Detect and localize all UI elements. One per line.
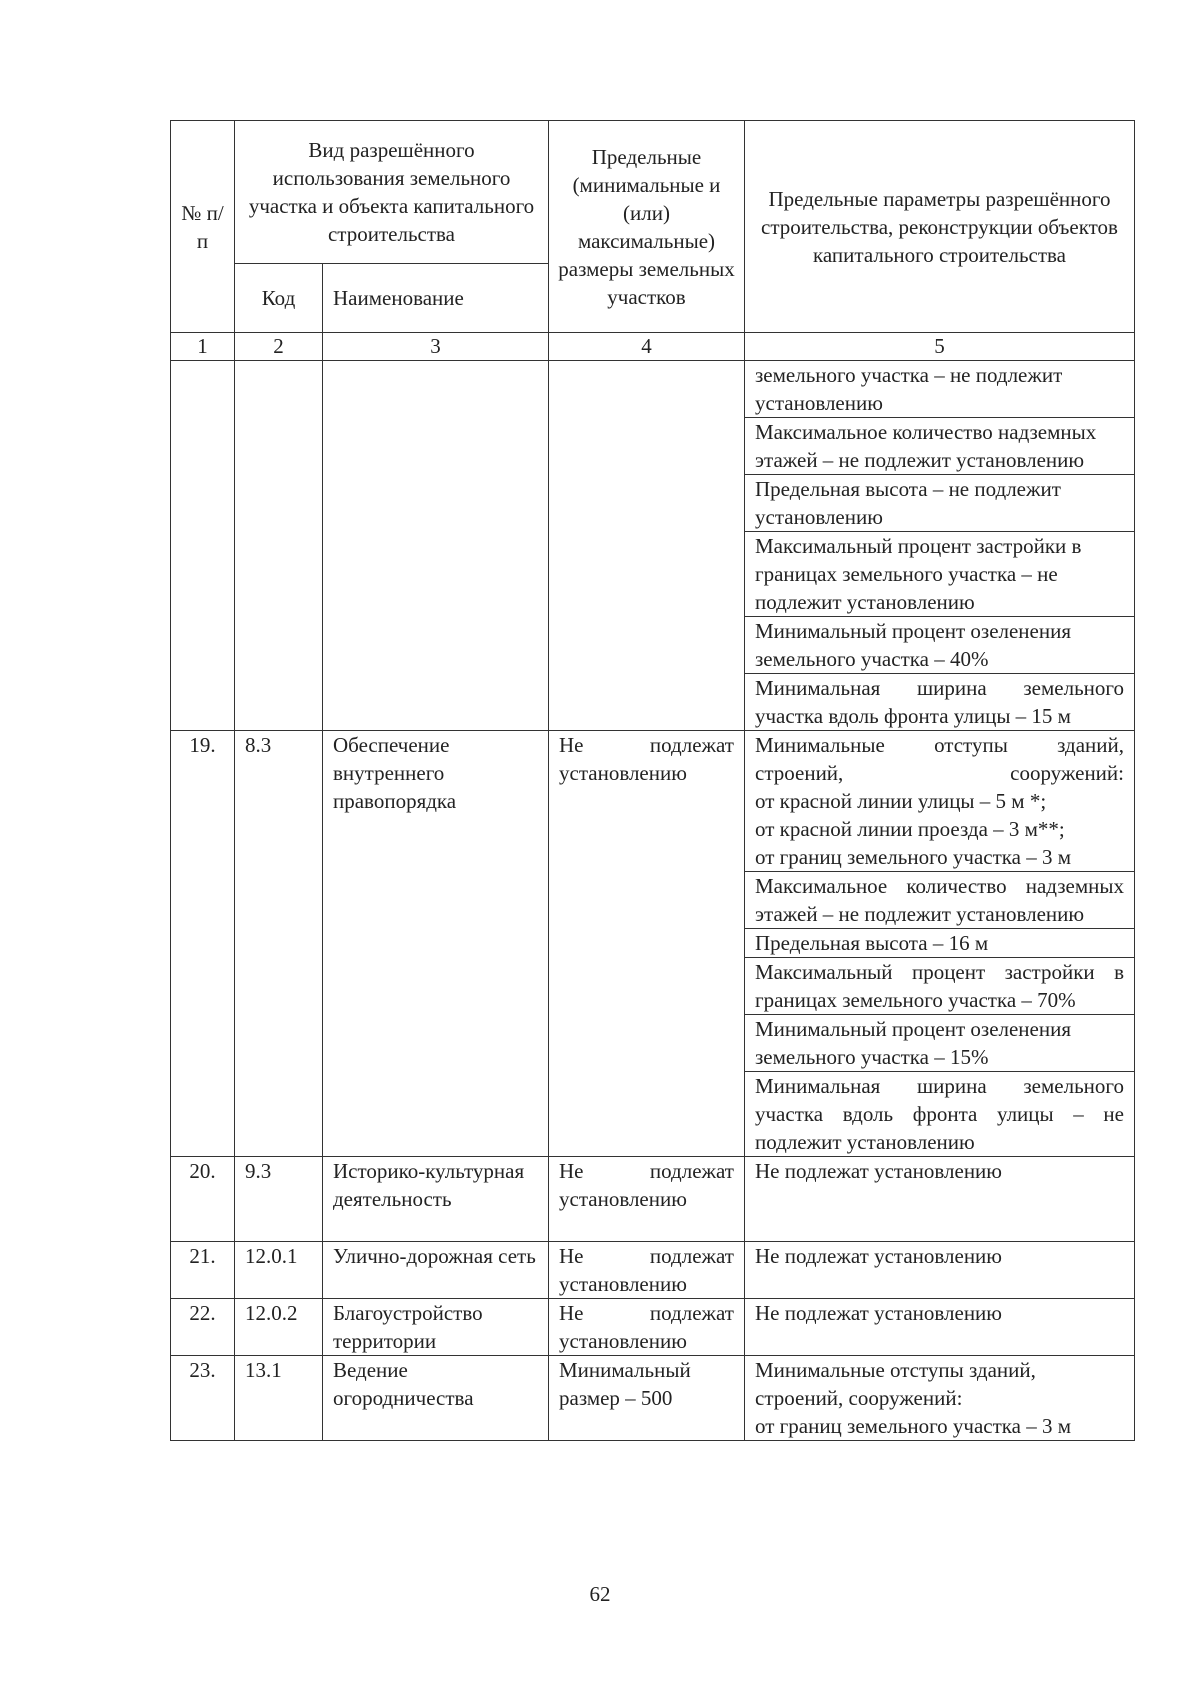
sizes-line: [559, 1242, 734, 1270]
empty-cell: [171, 361, 235, 731]
row-sizes: [549, 1157, 745, 1242]
row-sizes: [549, 731, 745, 1157]
param-item: земельного участка – не подлежит установлению: [755, 363, 1063, 415]
row-name: Благоустройство территории: [323, 1299, 549, 1356]
header-no: № п/п: [171, 121, 235, 333]
row-code: 8.3: [235, 731, 323, 1157]
empty-cell: [235, 361, 323, 731]
params-cell: [745, 361, 1135, 731]
column-number: 3: [323, 333, 549, 361]
row-name: Историко-культурная деятельность: [323, 1157, 549, 1242]
row-code: 12.0.1: [235, 1242, 323, 1299]
sizes-word: подлежат: [649, 1244, 734, 1268]
header-params: Предельные параметры разрешённого строительства, реконструкции объектов капитального строительства: [745, 121, 1135, 333]
row-number: 20.: [171, 1157, 235, 1242]
param-line: от границ земельного участка – 3 м: [755, 845, 1072, 869]
table-row: [171, 1299, 1135, 1356]
sizes-line: установлению: [559, 1187, 687, 1211]
row-name: Ведение огородничества: [323, 1356, 549, 1441]
header-code: Код: [235, 264, 323, 333]
param-line: от красной линии проезда – 3 м**;: [755, 817, 1065, 841]
param-item: [745, 1356, 1134, 1440]
page-number: 62: [589, 1582, 611, 1606]
row-code: 13.1: [235, 1356, 323, 1441]
param-line: Минимальные отступы зданий, строений, сооружений:: [755, 733, 1124, 785]
sizes-word: Не: [559, 733, 584, 757]
params-cell: [745, 1356, 1135, 1441]
sizes-line: установлению: [559, 761, 687, 785]
params-cell: [745, 731, 1135, 1157]
sizes-word: подлежат: [649, 1301, 734, 1325]
row-sizes: [549, 1299, 745, 1356]
param-item: Максимальное количество надземных этажей – не подлежит установлению: [745, 871, 1134, 928]
header-row: [171, 121, 1135, 264]
param-line: Минимальные отступы зданий, строений, сооружений:: [755, 1358, 1036, 1410]
header-use-type: Вид разрешённого использования земельного участка и объекта капитального строительства: [235, 121, 549, 264]
param-item: Максимальный процент застройки в границах земельного участка – не подлежит установлению: [745, 531, 1134, 616]
row-number: 22.: [171, 1299, 235, 1356]
param-item: Максимальный процент застройки в границах земельного участка – 70%: [745, 957, 1134, 1014]
params-cell: [745, 1242, 1135, 1299]
row-code: 12.0.2: [235, 1299, 323, 1356]
row-name: Улично-дорожная сеть: [323, 1242, 549, 1299]
param-line: от границ земельного участка – 3 м: [755, 1414, 1072, 1438]
row-code: 9.3: [235, 1157, 323, 1242]
param-item: [745, 731, 1134, 871]
column-number: 2: [235, 333, 323, 361]
regulations-table: [170, 120, 1135, 1441]
params-cell: [745, 1157, 1135, 1242]
row-number: 19.: [171, 731, 235, 1157]
table-row: [171, 731, 1135, 1157]
sizes-word: Не: [559, 1159, 584, 1183]
sizes-line: [559, 1299, 734, 1327]
table-row: [171, 1356, 1135, 1441]
sizes-word: [559, 731, 734, 759]
table-row: [171, 1242, 1135, 1299]
column-number: 4: [549, 333, 745, 361]
param-item: Максимальное количество надземных этажей – не подлежит установлению: [745, 417, 1134, 474]
sizes-word: Не: [559, 1301, 584, 1325]
param-item: Минимальная ширина земельного участка вдоль фронта улицы – 15 м: [745, 673, 1134, 730]
row-sizes: [549, 1242, 745, 1299]
param-item: Предельная высота – 16 м: [745, 928, 1134, 957]
sizes-line: установлению: [559, 1272, 687, 1296]
sizes-line: [559, 1157, 734, 1185]
row-name: Обеспечение внутреннего правопорядка: [323, 731, 549, 1157]
param-line: от красной линии улицы – 5 м *;: [755, 789, 1047, 813]
column-number: 1: [171, 333, 235, 361]
header-name: Наименование: [323, 264, 549, 333]
sizes-line: установлению: [559, 1329, 687, 1353]
param-item: Минимальный процент озеленения земельного участка – 15%: [745, 1014, 1134, 1071]
param-item: Минимальная ширина земельного участка вдоль фронта улицы – не подлежит установлению: [745, 1071, 1134, 1156]
empty-cell: [323, 361, 549, 731]
param-item: Не подлежат установлению: [755, 1159, 1002, 1183]
params-cell: [745, 1299, 1135, 1356]
sizes-word: Не: [559, 1244, 584, 1268]
param-item: Не подлежат установлению: [755, 1244, 1002, 1268]
row-number: 21.: [171, 1242, 235, 1299]
param-item: Минимальный процент озеленения земельного участка – 40%: [745, 616, 1134, 673]
header-plot-sizes: Предельные (минимальные и (или) максимальные) размеры земельных участков: [549, 121, 745, 333]
sizes-word: подлежат: [649, 1159, 734, 1183]
table-row: [171, 1157, 1135, 1242]
row-number: 23.: [171, 1356, 235, 1441]
param-item: Предельная высота – не подлежит установлению: [745, 474, 1134, 531]
sizes-word: подлежат: [649, 733, 734, 757]
empty-cell: [549, 361, 745, 731]
column-number-row: [171, 333, 1135, 361]
table-row: [171, 361, 1135, 731]
param-item: Не подлежат установлению: [755, 1301, 1002, 1325]
row-sizes: Минимальный размер – 500: [549, 1356, 745, 1441]
column-number: 5: [745, 333, 1135, 361]
